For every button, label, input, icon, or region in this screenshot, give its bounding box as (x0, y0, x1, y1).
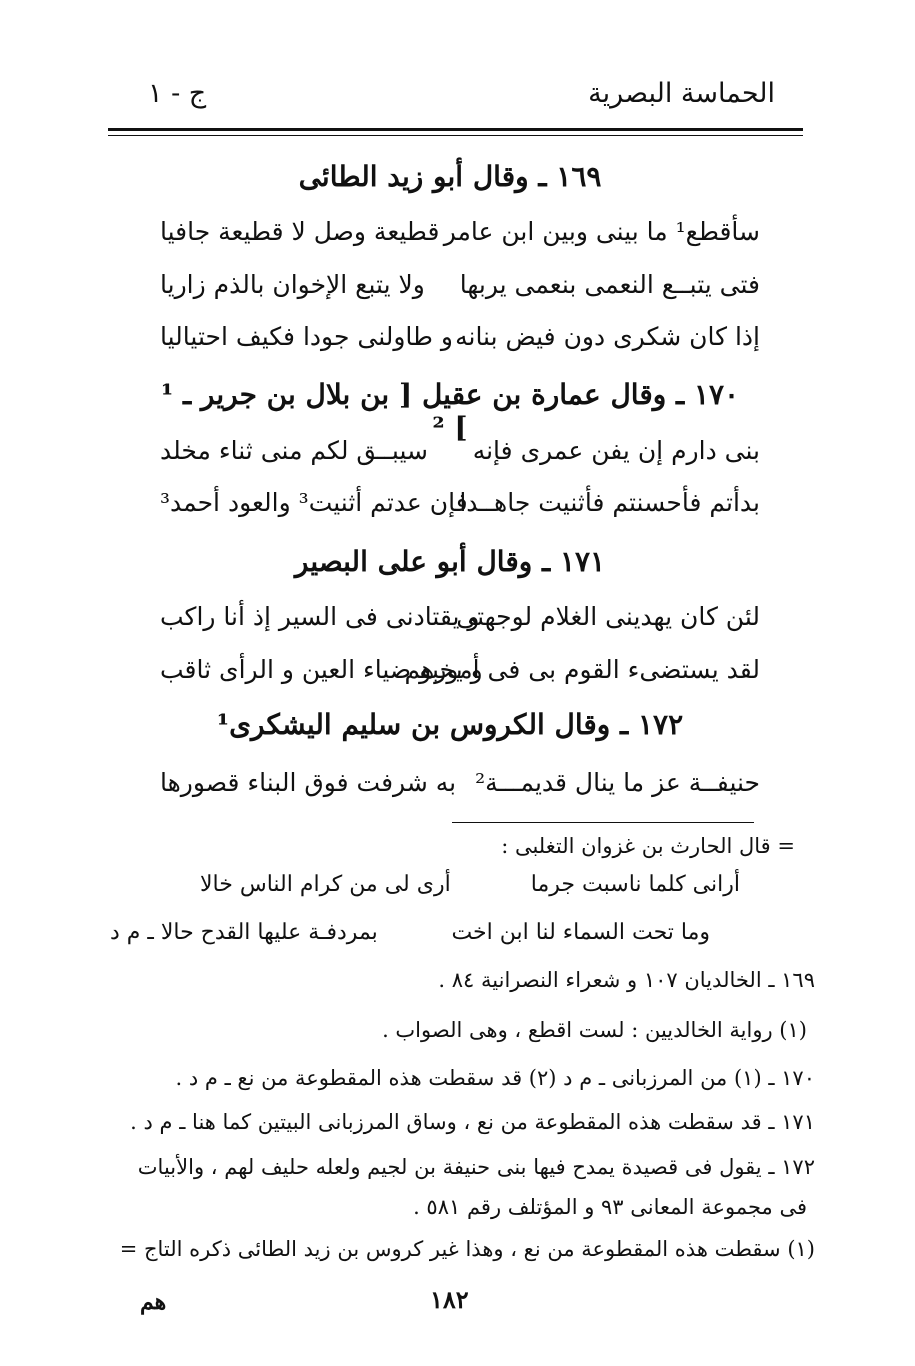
verse-first-hemistich: لقد يستضىء القوم بى فى أمورهم (404, 655, 760, 684)
footnote-intro: = قال الحارث بن غزوان التغلبى : (501, 834, 795, 858)
verse-second-hemistich: بمردفـة عليها القدح حالا ـ م د (110, 920, 378, 945)
footnote-note: (١) رواية الخالديين : لست اقطع ، وهى الصواب . (382, 1018, 807, 1042)
footnote-note: ١٦٩ ـ الخالديان ١٠٧ و شعراء النصرانية ٨٤ . (438, 968, 815, 992)
verse-second-hemistich: قطيعة وصل لا قطيعة جافيا (160, 217, 440, 246)
footnote-note: ١٧١ ـ قد سقطت هذه المقطوعة من نع ، وساق المرزبانى البيتين كما هنا ـ م د . (130, 1110, 815, 1134)
footnote-note: (١) سقطت هذه المقطوعة من نع ، وهذا غير كروس بن زيد الطائى ذكره التاج = (119, 1237, 815, 1261)
footnote-verse (110, 920, 710, 960)
verse-first-hemistich: أرانى كلما ناسبت جرما (530, 872, 740, 897)
verse-first-hemistich: لئن كان يهدينى الغلام لوجهتى (456, 602, 760, 631)
running-head-title: الحماسة البصرية (588, 78, 775, 109)
verse-first-hemistich: إذا كان شكرى دون فيض بنانه (455, 322, 760, 351)
poem-heading-172: ١٧٢ ـ وقال الكروس بن سليم اليشكرى¹ (216, 708, 684, 741)
footnote-note: ١٧٠ ـ (١) من المرزبانى ـ م د (٢) قد سقطت هذه المقطوعة من نع ـ م د . (175, 1066, 815, 1090)
verse-line (160, 655, 760, 701)
catchword: هم (140, 1289, 167, 1315)
verse-line (160, 436, 760, 482)
verse-line (160, 602, 760, 648)
verse-first-hemistich: سأقطع¹ ما بينى وبين ابن عامر (443, 217, 760, 246)
verse-first-hemistich: فتى يتبــع النعمى بنعمى يربها (459, 270, 760, 299)
verse-line (160, 488, 760, 534)
verse-line (160, 768, 760, 814)
poem-heading-170: ١٧٠ ـ وقال عمارة بن عقيل [ بن بلال بن جرير ـ ¹ ] ² (160, 378, 740, 444)
verse-first-hemistich: بدأتم فأحسنتم فأثنيت جاهــدا (459, 488, 760, 517)
verse-second-hemistich: و طاولنى جودا فكيف احتياليا (160, 322, 453, 351)
footnote-note: فى مجموعة المعانى ٩٣ و المؤتلف رقم ٥٨١ . (413, 1195, 807, 1219)
header-rule-thin (108, 135, 803, 136)
poem-heading-169: ١٦٩ ـ وقال أبو زيد الطائى (298, 160, 602, 193)
verse-second-hemistich: به شرفت فوق البناء قصورها (160, 768, 457, 797)
verse-first-hemistich: حنيفــة عز ما ينال قديمـــة² (475, 768, 760, 797)
verse-second-hemistich: سيبــق لكم منى ثناء مخلد (160, 436, 428, 465)
verse-line (160, 217, 760, 263)
verse-first-hemistich: بنى دارم إن يفن عمرى فإنه (472, 436, 760, 465)
footnote-note: ١٧٢ ـ يقول فى قصيدة يمدح فيها بنى حنيفة بن لجيم ولعله حليف لهم ، والأبيات (137, 1155, 815, 1179)
running-head-volume: ج - ١ (148, 78, 207, 109)
header-rule (108, 128, 803, 131)
verse-line (160, 322, 760, 368)
verse-second-hemistich: فإن عدتم أثنيت³ والعود أحمد³ (160, 488, 468, 517)
verse-second-hemistich: ولا يتبع الإخوان بالذم زاريا (160, 270, 425, 299)
poem-heading-171: ١٧١ ـ وقال أبو على البصير (294, 545, 606, 578)
footnote-rule (452, 822, 754, 823)
verse-second-hemistich: أرى لى من كرام الناس خالا (200, 872, 451, 897)
verse-first-hemistich: وما تحت السماء لنا ابن اخت (451, 920, 710, 945)
verse-second-hemistich: و يخبو ضياء العين و الرأى ثاقب (160, 655, 483, 684)
verse-second-hemistich: و يقتادنى فى السير إذ أنا راكب (160, 602, 480, 631)
verse-line (160, 270, 760, 316)
page-number: ١٨٢ (430, 1285, 469, 1314)
footnote-verse (180, 872, 780, 912)
